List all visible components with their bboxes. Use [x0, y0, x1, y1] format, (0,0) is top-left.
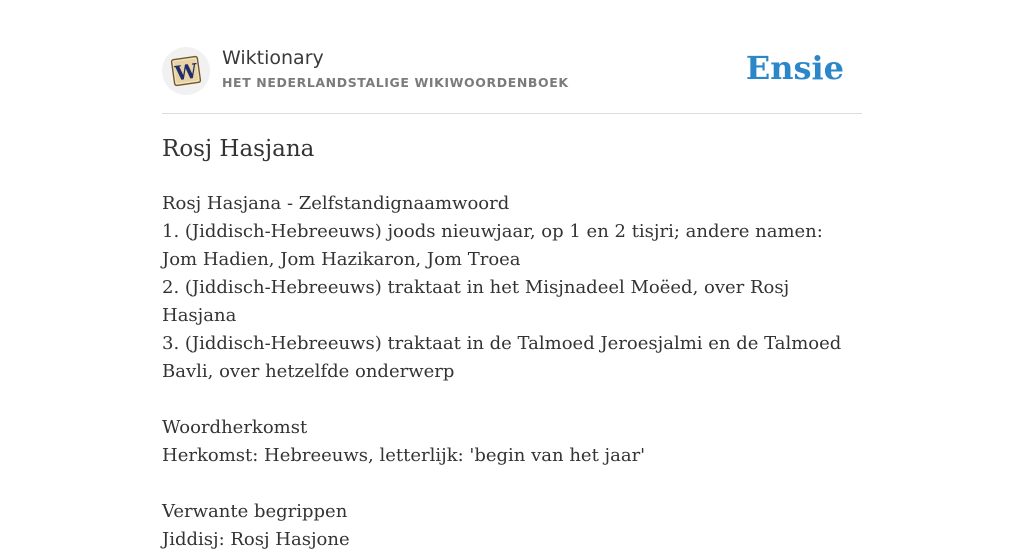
- etymology-heading: Woordherkomst: [162, 417, 308, 438]
- ensie-brand-logo[interactable]: Ensie: [745, 49, 844, 87]
- wiktionary-logo-icon[interactable]: [162, 47, 210, 95]
- spacer: [162, 470, 862, 498]
- logo-letter: W: [173, 58, 199, 86]
- related-text: Jiddisj: Rosj Hasjone: [162, 529, 350, 550]
- related-heading: Verwante begrippen: [162, 501, 348, 522]
- site-name[interactable]: Wiktionary: [222, 47, 324, 69]
- site-tagline: HET NEDERLANDSTALIGE WIKIWOORDENBOEK: [222, 75, 569, 90]
- entry-heading: Rosj Hasjana - Zelfstandignaamwoord: [162, 193, 510, 214]
- page-title: Rosj Hasjana: [162, 136, 315, 162]
- entry-content: [162, 190, 862, 554]
- spacer: [162, 386, 862, 414]
- definition-1: 1. (Jiddisch-Hebreeuws) joods nieuwjaar, op 1 en 2 tisjri; andere namen: Jom Hadien, Jom Hazikaron, Jom Troea: [162, 221, 823, 270]
- site-header: [162, 44, 862, 96]
- definition-2: 2. (Jiddisch-Hebreeuws) traktaat in het Misjnadeel Moëed, over Rosj Hasjana: [162, 277, 790, 326]
- etymology-text: Herkomst: Hebreeuws, letterlijk: 'begin van het jaar': [162, 445, 646, 466]
- definition-3: 3. (Jiddisch-Hebreeuws) traktaat in de Talmoed Jeroesjalmi en de Talmoed Bavli, over hetzelfde onderwerp: [162, 333, 842, 382]
- header-divider: [162, 113, 862, 114]
